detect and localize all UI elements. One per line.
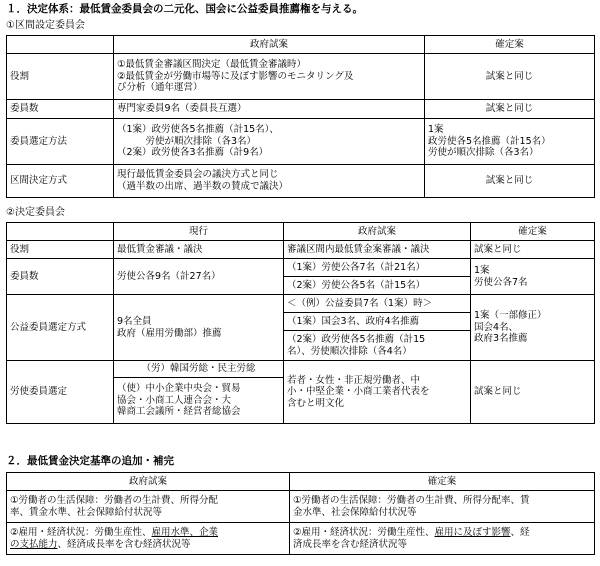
cell-line: 政府3名推薦 xyxy=(474,333,528,345)
cell-gov xyxy=(114,165,425,198)
cell-line: 政府（雇用労働部）推薦 xyxy=(117,327,222,339)
cell-line: （1案）政労使各5名推薦（計15名）、 xyxy=(117,124,279,136)
cell-line: 現行最低賃金委員会の議決方式と同じ xyxy=(117,169,279,181)
cell-line xyxy=(293,527,591,539)
header-current: 現行 xyxy=(114,223,284,241)
header-gov-draft: 政府試案 xyxy=(114,36,425,54)
table-row xyxy=(7,241,595,259)
cell-line: 協会・小商工人連合会・大 xyxy=(117,394,232,406)
cell-gov xyxy=(284,361,471,424)
table-row xyxy=(7,165,595,198)
cell-final: 試案と同じ xyxy=(471,241,595,259)
header-final: 確定案 xyxy=(471,223,595,241)
table-row xyxy=(7,523,595,555)
cell-line: 名）、労使順次排除（各4名） xyxy=(287,345,412,357)
cell-line: 労使が順次排除（各3名） xyxy=(428,147,539,159)
cell-line: 含むと明文化 xyxy=(287,397,345,409)
row-label: 委員数 xyxy=(7,259,114,295)
header-final: 確定案 xyxy=(425,36,595,54)
subheading-range-committee: ①区間設定委員会 xyxy=(6,20,85,31)
cell-final xyxy=(290,491,595,523)
cell-line xyxy=(10,527,286,539)
heading-criteria: ２．最低賃金決定基準の追加・補完 xyxy=(6,455,174,467)
cell-line: 国会4名、 xyxy=(474,321,519,333)
cell-line: 1案（一部修正） xyxy=(474,310,547,322)
underlined-text: の支払能力 xyxy=(10,538,58,550)
table-row xyxy=(7,119,595,165)
table-row xyxy=(7,491,595,523)
cell-line: 労使が順次排除（各3名） xyxy=(117,135,257,147)
cell-current: 労使公各9名（計27名） xyxy=(114,259,284,295)
cell-line: 9名全員 xyxy=(117,315,152,327)
heading-decision-system: １．決定体系：最低賃金委員会の二元化、国会に公益委員推薦権を与える。 xyxy=(6,3,363,15)
cell-line: （使）中小企業中央会・貿易 xyxy=(117,383,241,395)
row-label: 役割 xyxy=(7,241,114,259)
cell-line: ①労働者の生活保障：労働者の生計費、所得分配 xyxy=(10,494,219,506)
table-row xyxy=(7,54,595,100)
cell-current: 最低賃金審議・議決 xyxy=(114,241,284,259)
cell-final xyxy=(471,259,595,295)
cell-line: ②最低賃金が労働市場等に及ぼす影響のモニタリング及 xyxy=(117,70,354,82)
header-blank xyxy=(7,36,114,54)
cell-current-management xyxy=(114,378,284,424)
cell-line: ①労働者の生活保障：労働者の生計費、所得分配率、賃 xyxy=(293,494,530,506)
table-header-row xyxy=(7,36,595,54)
cell-gov xyxy=(7,491,290,523)
text-segment: 、経済成長率を含む経済状況等 xyxy=(57,538,191,550)
cell-gov-option1: （1案）労使公各7名（計21名） xyxy=(284,259,471,277)
row-label: 委員数 xyxy=(7,100,114,119)
cell-line: 政労使各5名推薦（計15名） xyxy=(428,135,551,147)
cell-final: 試案と同じ xyxy=(471,361,595,424)
cell-gov xyxy=(114,119,425,165)
cell-gov-option1: （1案）国会3名、政府4名推薦 xyxy=(284,313,471,331)
cell-gov xyxy=(114,54,425,100)
cell-line: （過半数の出席、過半数の賛成で議決） xyxy=(117,181,289,192)
cell-line: 率、賃金水準、社会保障給付状況等 xyxy=(10,506,163,518)
cell-final: 試案と同じ xyxy=(425,100,595,119)
table-row xyxy=(7,361,595,378)
row-label: 委員選定方法 xyxy=(7,119,114,165)
cell-gov-example: ＜（例）公益委員7名（1案）時＞ xyxy=(284,295,471,313)
table-header-row xyxy=(7,223,595,241)
cell-line: 若者・女性・非正規労働者、中 xyxy=(287,374,421,386)
cell-line: 小・中堅企業・小商工業者代表を xyxy=(287,386,430,398)
row-label: 公益委員選定方式 xyxy=(7,295,114,361)
table-row xyxy=(7,259,595,277)
subheading-decision-committee: ②決定委員会 xyxy=(6,207,65,218)
cell-final: 試案と同じ xyxy=(425,165,595,198)
cell-gov-option2: （2案）労使公各5名（計15名） xyxy=(284,277,471,295)
row-label: 役割 xyxy=(7,54,114,100)
cell-line: 1案 xyxy=(474,264,490,276)
cell-final xyxy=(471,295,595,361)
range-committee-table xyxy=(6,35,595,198)
cell-line: （2案）政労使各5名推薦（計15 xyxy=(287,333,426,345)
text-segment: 、経 xyxy=(510,526,530,538)
header-gov-draft: 政府試案 xyxy=(7,473,290,491)
table-header-row xyxy=(7,473,595,491)
text-segment: ②雇用・経済状況：労働生産性、 xyxy=(10,526,152,538)
underlined-text: 雇用に及ぼす影響 xyxy=(434,526,511,538)
cell-line: 労使公各7名 xyxy=(474,276,528,288)
cell-current xyxy=(114,295,284,361)
cell-line xyxy=(10,539,286,551)
cell-line: 1案 xyxy=(428,124,444,136)
row-label: 労使委員選定 xyxy=(7,361,114,424)
row-label: 区間決定方式 xyxy=(7,165,114,198)
criteria-table xyxy=(6,472,595,555)
cell-gov-option2 xyxy=(284,331,471,361)
cell-final xyxy=(425,119,595,165)
cell-line: 韓商工会議所・経営者総協会 xyxy=(117,406,241,418)
cell-line: （2案）政労使各3名推薦（計9名） xyxy=(117,147,269,159)
cell-line: び分析（通年運営） xyxy=(117,82,203,94)
underlined-text: 雇用水準、企業 xyxy=(151,526,219,538)
cell-line: 金水準、社会保障給付状況等 xyxy=(293,506,417,518)
header-blank xyxy=(7,223,114,241)
cell-line: 済成長率を含む経済状況等 xyxy=(293,538,408,550)
decision-committee-table xyxy=(6,222,595,424)
cell-gov: 専門家委員9名（委員長互選） xyxy=(114,100,425,119)
table-row xyxy=(7,100,595,119)
cell-line: ①最低賃金審議区間決定（最低賃金審議時） xyxy=(117,59,307,71)
header-final: 確定案 xyxy=(290,473,595,491)
table-row xyxy=(7,295,595,313)
cell-final xyxy=(290,523,595,555)
cell-gov: 審議区間内最低賃金案審議・議決 xyxy=(284,241,471,259)
cell-current-labor: （労）韓国労総・民主労総 xyxy=(114,361,284,378)
header-gov-draft: 政府試案 xyxy=(284,223,471,241)
text-segment: ②雇用・経済状況：労働生産性、 xyxy=(293,526,435,538)
cell-gov xyxy=(7,523,290,555)
cell-final: 試案と同じ xyxy=(425,54,595,100)
